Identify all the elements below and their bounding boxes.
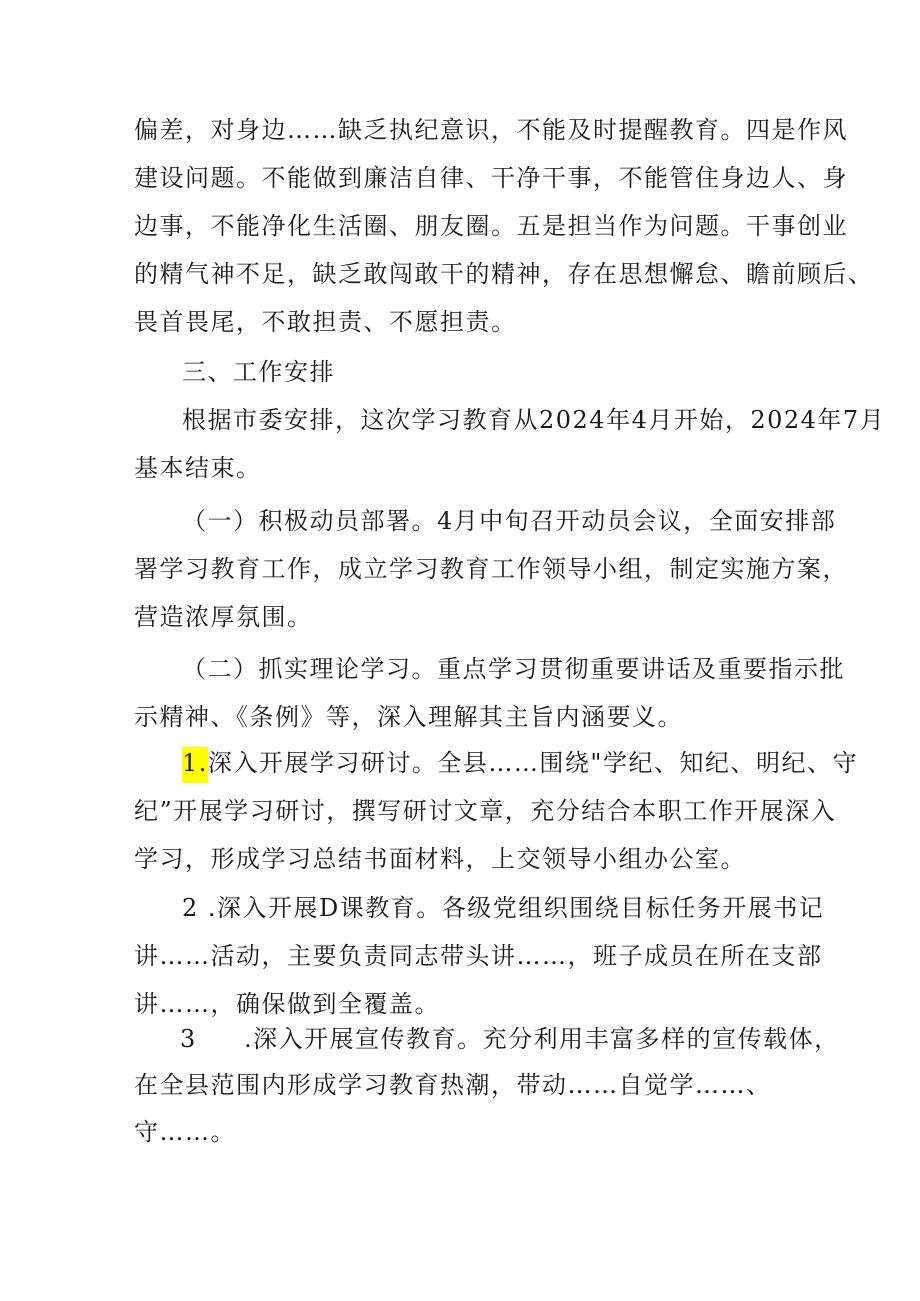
text-line: 营造浓厚氛围。 xyxy=(134,603,313,631)
sub-item-text: 深入开展学习研讨。全县……围绕"学纪、知纪、明纪、守 xyxy=(207,749,858,777)
text-line: 边事，不能净化生活圈、朋友圈。五是担当作为问题。干事创业 xyxy=(134,212,848,240)
text-line: 讲……，确保做到全覆盖。 xyxy=(134,990,440,1018)
text-line: 学习，形成学习总结书面材料，上交领导小组办公室。 xyxy=(134,845,746,873)
text-line: 讲……活动，主要负责同志带头讲……，班子成员在所在支部 xyxy=(134,942,823,970)
text-line xyxy=(182,748,858,778)
highlighted-number: 1. xyxy=(182,747,208,783)
text-line: 2 .深入开展D课教育。各级党组织围绕目标任务开展书记 xyxy=(182,894,825,922)
text-line: 署学习教育工作，成立学习教育工作领导小组，制定实施方案， xyxy=(134,555,848,583)
text-line: 守……。 xyxy=(134,1118,236,1146)
text-line: 的精气神不足，缺乏敢闯敢干的精神，存在思想懈怠、瞻前顾后、 xyxy=(134,260,874,288)
text-line: 示精神、《条例》等，深入理解其主旨内涵要义。 xyxy=(134,703,683,731)
sub-item-number: 3 xyxy=(180,1025,197,1053)
text-line: （二）抓实理论学习。重点学习贯彻重要讲话及重要指示批 xyxy=(182,655,845,683)
section-heading: 三、工作安排 xyxy=(182,358,335,386)
text-line: （一）积极动员部署。4月中旬召开动员会议，全面安排部 xyxy=(182,507,837,535)
text-line: 畏首畏尾，不敢担责、不愿担责。 xyxy=(134,308,517,336)
text-line: 在全县范围内形成学习教育热潮，带动……自觉学……、 xyxy=(134,1071,772,1099)
text-line: 根据市委安排，这次学习教育从2024年4月开始，2024年7月 xyxy=(182,406,886,434)
text-line: 建设问题。不能做到廉洁自律、干净干事，不能管住身边人、身 xyxy=(134,164,848,192)
text-line: 偏差，对身边……缺乏执纪意识，不能及时提醒教育。四是作风 xyxy=(134,116,848,144)
text-line: 基本结束。 xyxy=(134,454,262,482)
text-line: 纪”开展学习研讨，撰写研讨文章，充分结合本职工作开展深入 xyxy=(134,797,837,825)
text-line: .深入开展宣传教育。充分利用丰富多样的宣传载体， xyxy=(244,1025,840,1053)
